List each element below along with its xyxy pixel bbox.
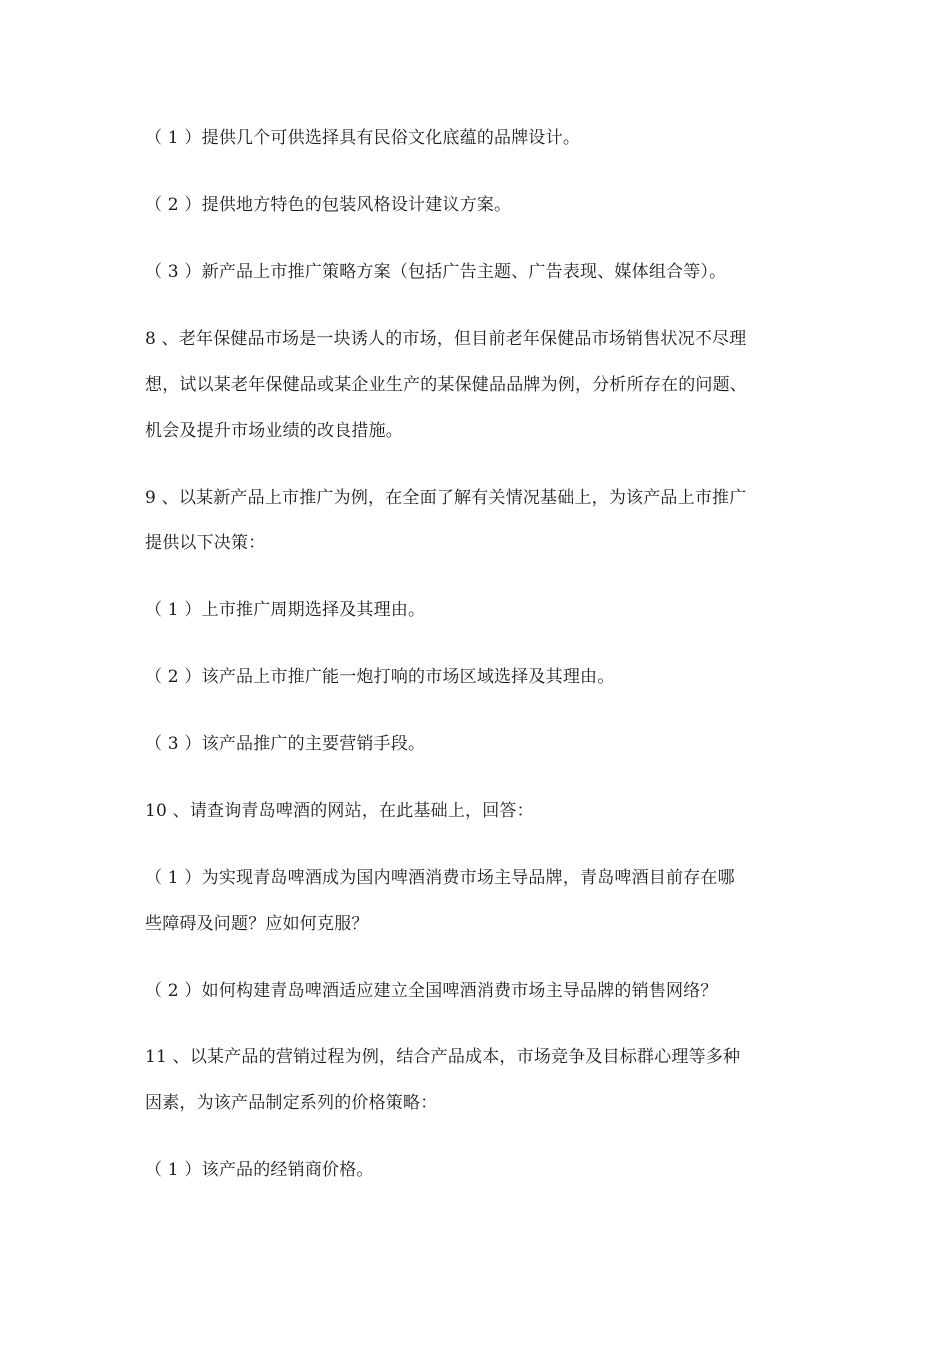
question-9-line-2: 提供以下决策： — [145, 533, 266, 553]
item-3-launch-strategy: （ 3 ）新产品上市推广策略方案（包括广告主题、广告表现、媒体组合等）。 — [145, 262, 727, 282]
question-11-line-2: 因素，为该产品制定系列的价格策略： — [145, 1093, 438, 1113]
question-8-line-1: 8 、老年保健品市场是一块诱人的市场，但目前老年保健品市场销售状况不尽理 — [145, 329, 747, 349]
question-11-line-1: 11 、以某产品的营销过程为例，结合产品成本，市场竞争及目标群心理等多种 — [145, 1047, 741, 1067]
question-11-item-1: （ 1 ）该产品的经销商价格。 — [145, 1160, 374, 1180]
question-10-item-2: （ 2 ）如何构建青岛啤酒适应建立全国啤酒消费市场主导品牌的销售网络？ — [145, 981, 718, 1001]
question-9-item-1: （ 1 ）上市推广周期选择及其理由。 — [145, 600, 426, 620]
question-9-item-2: （ 2 ）该产品上市推广能一炮打响的市场区域选择及其理由。 — [145, 667, 615, 687]
question-10-item-1-line-1: （ 1 ）为实现青岛啤酒成为国内啤酒消费市场主导品牌，青岛啤酒目前存在哪 — [145, 868, 735, 888]
item-2-packaging-design: （ 2 ）提供地方特色的包装风格设计建议方案。 — [145, 195, 512, 215]
question-8-line-2: 想，试以某老年保健品或某企业生产的某保健品品牌为例，分析所存在的问题、 — [145, 375, 747, 395]
question-8-line-3: 机会及提升市场业绩的改良措施。 — [145, 421, 403, 441]
item-1-brand-design: （ 1 ）提供几个可供选择具有民俗文化底蕴的品牌设计。 — [145, 128, 581, 148]
question-9-item-3: （ 3 ）该产品推广的主要营销手段。 — [145, 734, 426, 754]
question-10-item-1-line-2: 些障碍及问题？应如何克服？ — [145, 914, 369, 934]
question-9-line-1: 9 、以某新产品上市推广为例，在全面了解有关情况基础上，为该产品上市推广 — [145, 488, 747, 508]
question-10-line-1: 10 、请查询青岛啤酒的网站，在此基础上，回答： — [145, 801, 534, 821]
